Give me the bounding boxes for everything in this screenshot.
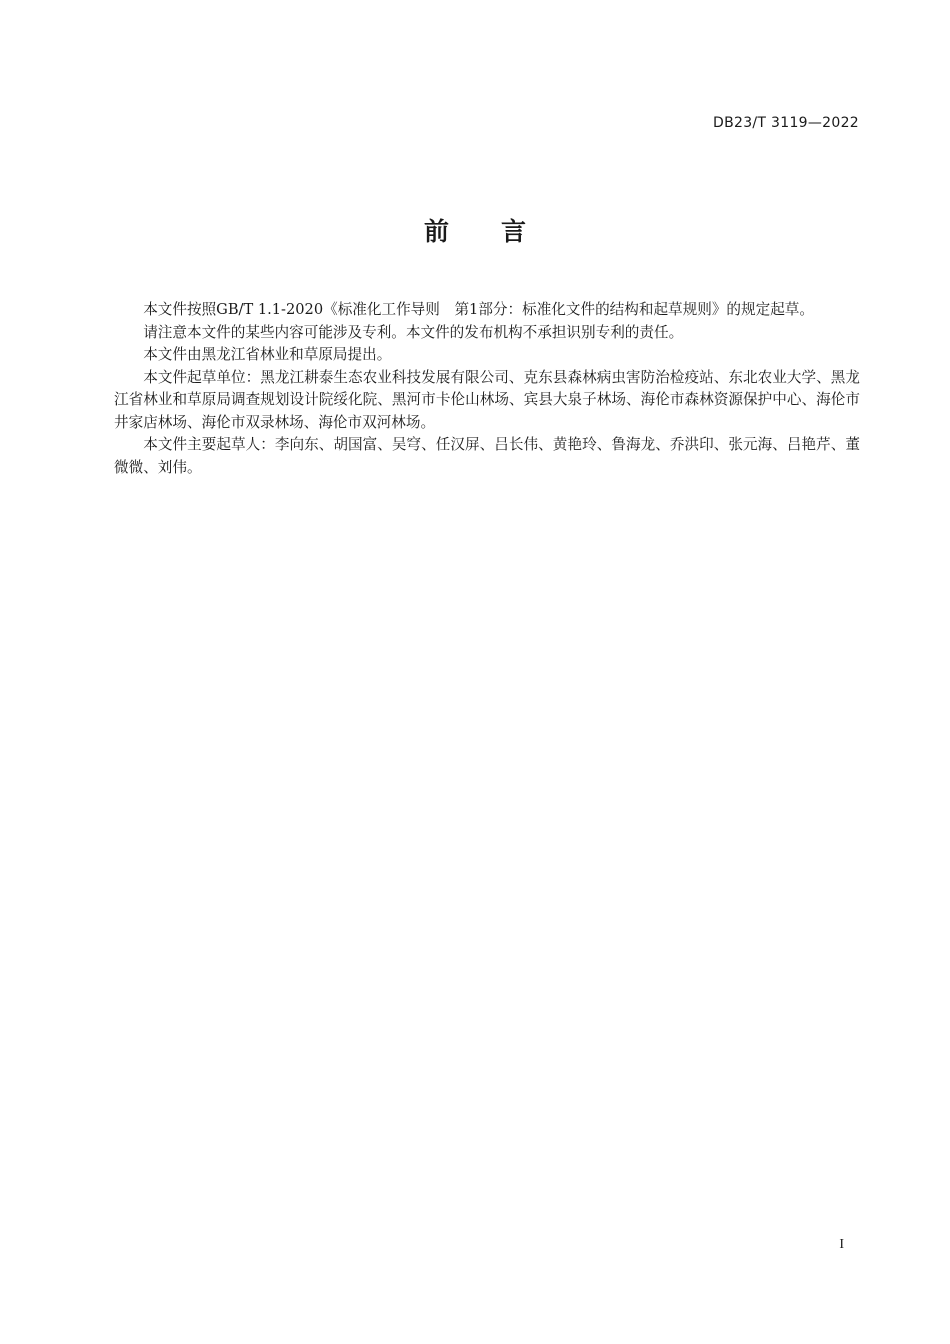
page-title: 前言 (423, 217, 578, 246)
paragraph-patent-notice: 请注意本文件的某些内容可能涉及专利。本文件的发布机构不承担识别专利的责任。 (143, 323, 684, 341)
document-code: DB23/T 3119—2022 (713, 115, 859, 131)
paragraph-proposer: 本文件由黑龙江省林业和草原局提出。 (143, 346, 392, 363)
paragraph-drafting-basis: 本文件按照GB/T 1.1-2020《标准化工作导则 第1部分：标准化文件的结构和起草规则》的规定起草。 (143, 301, 814, 318)
foreword-body (114, 299, 860, 479)
paragraph-drafters: 本文件主要起草人：李向东、胡国富、吴穹、任汉屏、吕长伟、黄艳玲、鲁海龙、乔洪印、张元海、吕艳芹、董微微、刘伟。 (114, 436, 860, 476)
page-number: I (839, 1237, 844, 1252)
paragraph-drafting-units: 本文件起草单位：黑龙江耕泰生态农业科技发展有限公司、克东县森林病虫害防治检疫站、东北农业大学、黑龙江省林业和草原局调查规划设计院绥化院、黑河市卡伦山林场、宾县大泉子林场、海伦市森林资源保护中心、海伦市井家店林场、海伦市双录林场、海伦市双河林场。 (114, 368, 860, 431)
